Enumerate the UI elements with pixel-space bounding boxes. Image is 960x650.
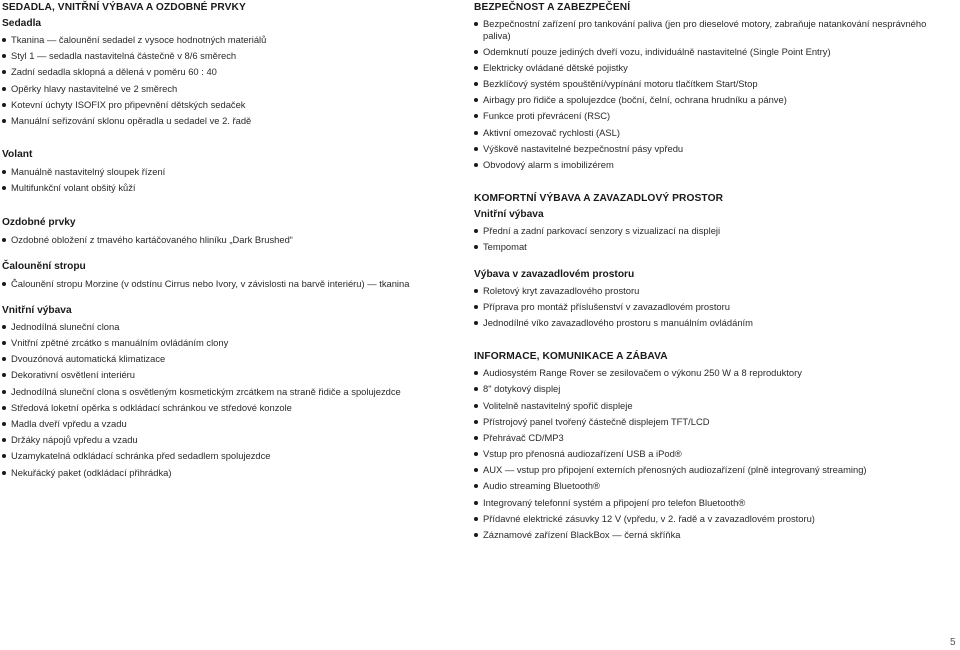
list-item-text: Dekorativní osvětlení interiéru	[11, 369, 136, 381]
bullet-icon	[474, 404, 478, 408]
list-item	[474, 480, 944, 492]
list-item	[2, 66, 442, 78]
bullet-icon	[2, 357, 6, 361]
list-comfort-interior	[474, 225, 944, 253]
list-item-text: Čalounění stropu Morzine (v odstínu Cirrus nebo Ivory, v závislosti na barvě interiéru) — tkanina	[11, 277, 410, 289]
list-item-text: Středová loketní opěrka s odkládací schránkou ve středové konzole	[11, 401, 292, 413]
bullet-icon	[2, 38, 6, 42]
list-item	[474, 159, 944, 171]
list-item-text: Vnitřní zpětné zrcátko s manuálním ovládáním clony	[11, 337, 229, 349]
list-item	[2, 321, 442, 333]
bullet-icon	[2, 471, 6, 475]
bullet-icon	[2, 186, 6, 190]
list-item-text: Styl 1 — sedadla nastavitelná částečně v 8/6 směrech	[11, 50, 237, 62]
list-item	[474, 464, 944, 476]
bullet-icon	[474, 420, 478, 424]
list-item-text: Integrovaný telefonní systém a připojení pro telefon Bluetooth®	[483, 496, 746, 508]
list-item-text: Výškově nastavitelné bezpečnostní pásy vpředu	[483, 142, 684, 154]
list-item-text: Jednodílná sluneční clona	[11, 320, 120, 332]
list-item	[2, 166, 442, 178]
bullet-icon	[474, 436, 478, 440]
subheading-steering: Volant	[2, 149, 33, 161]
list-item-text: Přední a zadní parkovací senzory s vizualizací na displeji	[483, 225, 721, 237]
list-item-text: Funkce proti převrácení (RSC)	[483, 110, 611, 122]
list-item	[474, 513, 944, 525]
bullet-icon	[2, 54, 6, 58]
list-item	[2, 50, 442, 62]
list-item	[474, 94, 944, 106]
list-item	[474, 317, 944, 329]
list-item	[2, 402, 442, 414]
list-item-text: Aktivní omezovač rychlosti (ASL)	[483, 126, 621, 138]
list-item-text: Vstup pro přenosná audiozařízení USB a iPod®	[483, 448, 682, 460]
list-item-text: Jednodílná sluneční clona s osvětleným kosmetickým zrcátkem na straně řidiče a spolujezdce	[11, 385, 401, 397]
list-item-text: Odemknutí pouze jediných dveří vozu, individuálně nastavitelné (Single Point Entry)	[483, 45, 831, 57]
bullet-icon	[474, 387, 478, 391]
bullet-icon	[474, 22, 478, 26]
list-item	[474, 301, 944, 313]
bullet-icon	[2, 103, 6, 107]
list-headliner	[2, 278, 442, 290]
list-item-text: Nekuřácký paket (odkládací přihrádka)	[11, 466, 172, 478]
bullet-icon	[474, 82, 478, 86]
bullet-icon	[474, 163, 478, 167]
bullet-icon	[474, 305, 478, 309]
list-item	[2, 34, 442, 46]
list-item	[2, 467, 442, 479]
list-item-text: Obvodový alarm s imobilizérem	[483, 159, 614, 170]
list-item-text: Ozdobné obložení z tmavého kartáčovaného hliníku „Dark Brushed“	[11, 233, 293, 245]
bullet-icon	[2, 406, 6, 410]
list-item	[474, 497, 944, 509]
subheading-headliner: Čalounění stropu	[2, 260, 86, 272]
bullet-icon	[474, 114, 478, 118]
list-item-text: Manuální seřizování sklonu opěradla u sedadel ve 2. řadě	[11, 114, 252, 126]
bullet-icon	[2, 438, 6, 442]
list-item	[474, 529, 944, 541]
section-heading-safety: BEZPEČNOST A ZABEZPEČENÍ	[474, 2, 631, 13]
list-item	[2, 83, 442, 95]
section-heading-comfort: KOMFORTNÍ VÝBAVA A ZAVAZADLOVÝ PROSTOR	[474, 193, 724, 205]
list-item-text: Dvouzónová automatická klimatizace	[11, 353, 166, 365]
bullet-icon	[474, 98, 478, 102]
bullet-icon	[2, 325, 6, 329]
list-item-text: Tkanina — čalounění sedadel z vysoce hodnotných materiálů	[11, 34, 267, 45]
bullet-icon	[474, 517, 478, 521]
bullet-icon	[2, 373, 6, 377]
bullet-icon	[2, 170, 6, 174]
section-heading-seats-interior: SEDADLA, VNITŘNÍ VÝBAVA A OZDOBNÉ PRVKY	[2, 2, 246, 13]
list-steering	[2, 166, 442, 194]
subheading-luggage: Výbava v zavazadlovém prostoru	[474, 268, 635, 280]
subheading-seats: Sedadla	[2, 18, 42, 29]
list-item	[2, 278, 442, 290]
list-trim	[2, 234, 442, 246]
list-item-text: Přehrávač CD/MP3	[483, 431, 564, 443]
list-item	[2, 434, 442, 446]
bullet-icon	[2, 390, 6, 394]
list-item-text: Zadní sedadla sklopná a dělená v poměru 60 : 40	[11, 66, 217, 78]
list-item	[474, 127, 944, 139]
list-safety	[474, 18, 944, 171]
list-item-text: Multifunkční volant obšitý kůží	[11, 182, 136, 194]
list-item-text: Manuálně nastavitelný sloupek řízení	[11, 166, 166, 178]
page-number: 5	[950, 637, 956, 648]
list-item	[474, 78, 944, 90]
list-item-text: Držáky nápojů vpředu a vzadu	[11, 434, 138, 446]
list-infotainment	[474, 367, 944, 540]
list-item-text: Jednodílné víko zavazadlového prostoru s manuálním ovládáním	[483, 316, 753, 328]
list-item-text: AUX — vstup pro připojení externích přenosných audiozařízení (plně integrovaný streaming)	[483, 464, 867, 476]
bullet-icon	[2, 119, 6, 123]
left-column	[2, 2, 442, 483]
list-item	[474, 225, 944, 237]
bullet-icon	[2, 87, 6, 91]
bullet-icon	[474, 245, 478, 249]
bullet-icon	[2, 454, 6, 458]
list-item	[2, 386, 442, 398]
list-interior	[2, 321, 442, 478]
list-item	[474, 367, 944, 379]
bullet-icon	[474, 371, 478, 375]
right-column	[474, 2, 944, 545]
bullet-icon	[474, 289, 478, 293]
list-item	[2, 115, 442, 127]
list-item	[474, 241, 944, 253]
list-item-text: Příprava pro montáž příslušenství v zavazadlovém prostoru	[483, 300, 730, 312]
list-item-text: Volitelně nastavitelný spořič displeje	[483, 399, 633, 411]
list-item-text: Kotevní úchyty ISOFIX pro připevnění dětských sedaček	[11, 98, 246, 110]
list-item-text: Audio streaming Bluetooth®	[483, 480, 600, 492]
list-item	[474, 448, 944, 460]
list-item-text: Přístrojový panel tvořený částečně displejem TFT/LCD	[483, 415, 710, 427]
list-item	[2, 353, 442, 365]
list-item	[474, 416, 944, 428]
list-item	[2, 182, 442, 194]
list-item-text: Tempomat	[483, 241, 527, 253]
list-item	[474, 432, 944, 444]
list-item	[474, 143, 944, 155]
bullet-icon	[2, 282, 6, 286]
bullet-icon	[474, 321, 478, 325]
bullet-icon	[474, 50, 478, 54]
bullet-icon	[2, 341, 6, 345]
list-luggage	[474, 285, 944, 329]
list-item	[474, 285, 944, 297]
bullet-icon	[474, 131, 478, 135]
list-item	[2, 450, 442, 462]
list-item	[474, 62, 944, 74]
list-item-text: Roletový kryt zavazadlového prostoru	[483, 284, 640, 296]
bullet-icon	[2, 238, 6, 242]
list-item	[474, 383, 944, 395]
subheading-interior: Vnitřní výbava	[2, 304, 72, 316]
subheading-trim: Ozdobné prvky	[2, 216, 76, 228]
list-item-text: Audiosystém Range Rover se zesilovačem o výkonu 250 W a 8 reproduktory	[483, 367, 802, 379]
list-item	[2, 99, 442, 111]
list-item-text: Uzamykatelná odkládací schránka před sedadlem spolujezdce	[11, 450, 271, 462]
list-item	[2, 234, 442, 246]
bullet-icon	[474, 468, 478, 472]
list-item-text: Záznamové zařízení BlackBox — černá skříňka	[483, 529, 681, 540]
list-item-text: Elektricky ovládané dětské pojistky	[483, 61, 628, 73]
bullet-icon	[474, 452, 478, 456]
bullet-icon	[474, 501, 478, 505]
bullet-icon	[474, 229, 478, 233]
list-item-text: Madla dveří vpředu a vzadu	[11, 418, 127, 429]
bullet-icon	[474, 533, 478, 537]
list-item	[474, 400, 944, 412]
bullet-icon	[474, 147, 478, 151]
bullet-icon	[474, 484, 478, 488]
list-item	[2, 369, 442, 381]
list-item-text: Bezklíčový systém spouštění/vypínání motoru tlačítkem Start/Stop	[483, 78, 758, 90]
bullet-icon	[2, 422, 6, 426]
list-seats	[2, 34, 442, 126]
list-item	[474, 110, 944, 122]
bullet-icon	[474, 66, 478, 70]
section-heading-infotainment: INFORMACE, KOMUNIKACE A ZÁBAVA	[474, 351, 668, 363]
list-item	[474, 46, 944, 58]
list-item-text: Bezpečnostní zařízení pro tankování paliva (jen pro dieselové motory, zabraňuje natankování nesprávného paliva)	[483, 18, 927, 41]
bullet-icon	[2, 70, 6, 74]
list-item-text: Opěrky hlavy nastavitelné ve 2 směrech	[11, 82, 178, 94]
list-item-text: Airbagy pro řidiče a spolujezdce (boční, čelní, ochrana hrudníku a pánve)	[483, 94, 787, 106]
list-item	[2, 337, 442, 349]
list-item-text: 8" dotykový displej	[483, 383, 561, 395]
list-item	[2, 418, 442, 430]
list-item	[474, 18, 944, 41]
subheading-comfort-interior: Vnitřní výbava	[474, 209, 544, 221]
list-item-text: Přídavné elektrické zásuvky 12 V (vpředu, v 2. řadě a v zavazadlovém prostoru)	[483, 512, 815, 524]
